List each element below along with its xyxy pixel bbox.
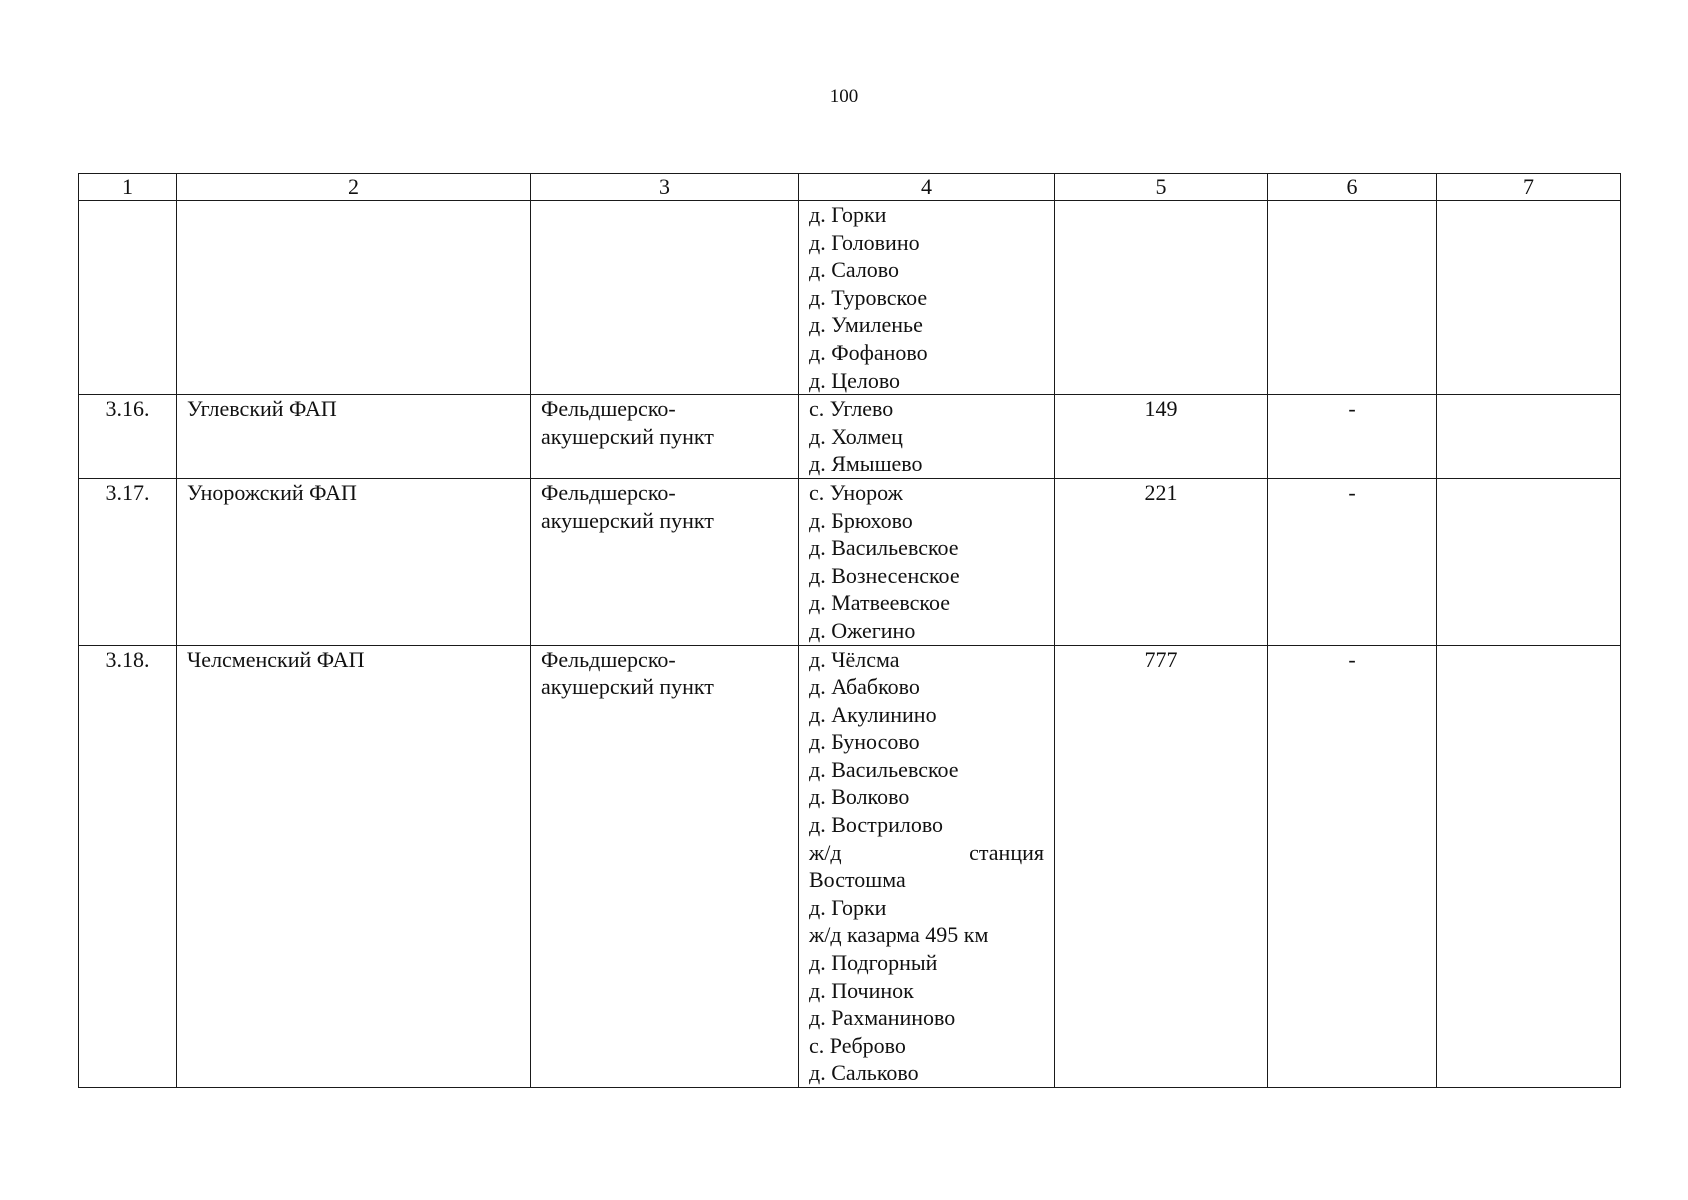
facility-name-cell: Углевский ФАП <box>177 395 531 479</box>
settlement-name: Востошма <box>809 867 906 893</box>
column-header: 4 <box>799 174 1055 201</box>
settlement-name: д. Горки <box>809 894 887 920</box>
settlement-name: д. Подгорный <box>809 950 938 976</box>
facility-name-cell <box>177 201 531 395</box>
facility-type-line: Фельдшерско- <box>541 479 676 505</box>
settlement-name: д. Починок <box>809 977 914 1003</box>
settlement-name: д. Брюхово <box>809 507 913 533</box>
settlement-name: д. Туровское <box>809 284 928 310</box>
settlement-name: ж/д казарма 495 км <box>809 922 989 948</box>
column-7-cell <box>1437 201 1621 395</box>
settlement-name: д. Горки <box>809 202 887 227</box>
settlement-name: с. Реброво <box>809 1032 906 1058</box>
row-number-cell: 3.16. <box>79 395 177 479</box>
settlement-name: д. Вознесенское <box>809 562 960 588</box>
facility-type-line: акушерский пункт <box>541 423 714 449</box>
facility-type-cell <box>531 201 799 395</box>
facility-type-cell <box>531 645 799 1088</box>
settlement-name: д. Васильевское <box>809 535 959 561</box>
settlement-name: д. Головино <box>809 229 920 255</box>
column-6-cell <box>1268 201 1437 395</box>
column-header: 5 <box>1055 174 1268 201</box>
population-cell: 221 <box>1055 478 1268 645</box>
settlements-cell <box>799 478 1055 645</box>
table-header-row <box>79 174 1621 201</box>
settlement-name: д. Волково <box>809 784 910 810</box>
column-7-cell <box>1437 478 1621 645</box>
facility-type-line: Фельдшерско- <box>541 396 676 422</box>
settlement-name: д. Рахманиново <box>809 1005 956 1031</box>
settlement-name: д. Салово <box>809 257 900 283</box>
settlement-name: д. Буносово <box>809 729 920 755</box>
column-header: 2 <box>177 174 531 201</box>
settlements-cell <box>799 395 1055 479</box>
settlements-cell <box>799 201 1055 395</box>
settlement-name: д. Вострилово <box>809 812 944 838</box>
settlements-cell <box>799 645 1055 1088</box>
settlement-name: д. Фофаново <box>809 339 928 365</box>
settlement-name: д. Умиленье <box>809 312 923 338</box>
facility-name-cell: Челсменский ФАП <box>177 645 531 1088</box>
row-number-cell <box>79 201 177 395</box>
settlement-name: д. Холмец <box>809 423 903 449</box>
population-cell <box>1055 201 1268 395</box>
column-7-cell <box>1437 645 1621 1088</box>
column-6-cell: - <box>1268 645 1437 1088</box>
table-row <box>79 478 1621 645</box>
facility-type-line: акушерский пункт <box>541 507 714 533</box>
column-header: 3 <box>531 174 799 201</box>
column-6-cell: - <box>1268 478 1437 645</box>
settlement-name: д. Целово <box>809 367 901 393</box>
table-body <box>79 201 1621 1088</box>
settlement-name <box>809 839 1044 867</box>
column-header: 1 <box>79 174 177 201</box>
settlement-name: д. Матвеевское <box>809 590 950 616</box>
table-row <box>79 201 1621 395</box>
settlements-table <box>78 173 1621 1088</box>
facility-type-cell <box>531 478 799 645</box>
table-row <box>79 395 1621 479</box>
column-7-cell <box>1437 395 1621 479</box>
settlement-name: д. Чёлсма <box>809 646 900 672</box>
column-header: 7 <box>1437 174 1621 201</box>
settlement-name: д. Васильевское <box>809 756 959 782</box>
settlement-name: с. Унорож <box>809 479 903 505</box>
column-header: 6 <box>1268 174 1437 201</box>
row-number-cell: 3.18. <box>79 645 177 1088</box>
facility-type-line: Фельдшерско- <box>541 646 676 672</box>
settlement-word: станция <box>969 839 1044 865</box>
facility-type-line: акушерский пункт <box>541 674 714 700</box>
settlement-name: д. Сальково <box>809 1060 919 1086</box>
settlement-name: д. Абабково <box>809 674 920 700</box>
population-cell: 777 <box>1055 645 1268 1088</box>
facility-name-cell: Унорожский ФАП <box>177 478 531 645</box>
table-row <box>79 645 1621 1088</box>
settlement-name: д. Ямышево <box>809 451 923 477</box>
page-number: 100 <box>829 86 859 107</box>
column-6-cell: - <box>1268 395 1437 479</box>
settlement-name: д. Акулинино <box>809 701 937 727</box>
settlement-word: ж/д <box>809 839 842 865</box>
settlement-name: д. Ожегино <box>809 617 916 643</box>
row-number-cell: 3.17. <box>79 478 177 645</box>
facility-type-cell <box>531 395 799 479</box>
settlement-name: с. Углево <box>809 396 894 422</box>
population-cell: 149 <box>1055 395 1268 479</box>
